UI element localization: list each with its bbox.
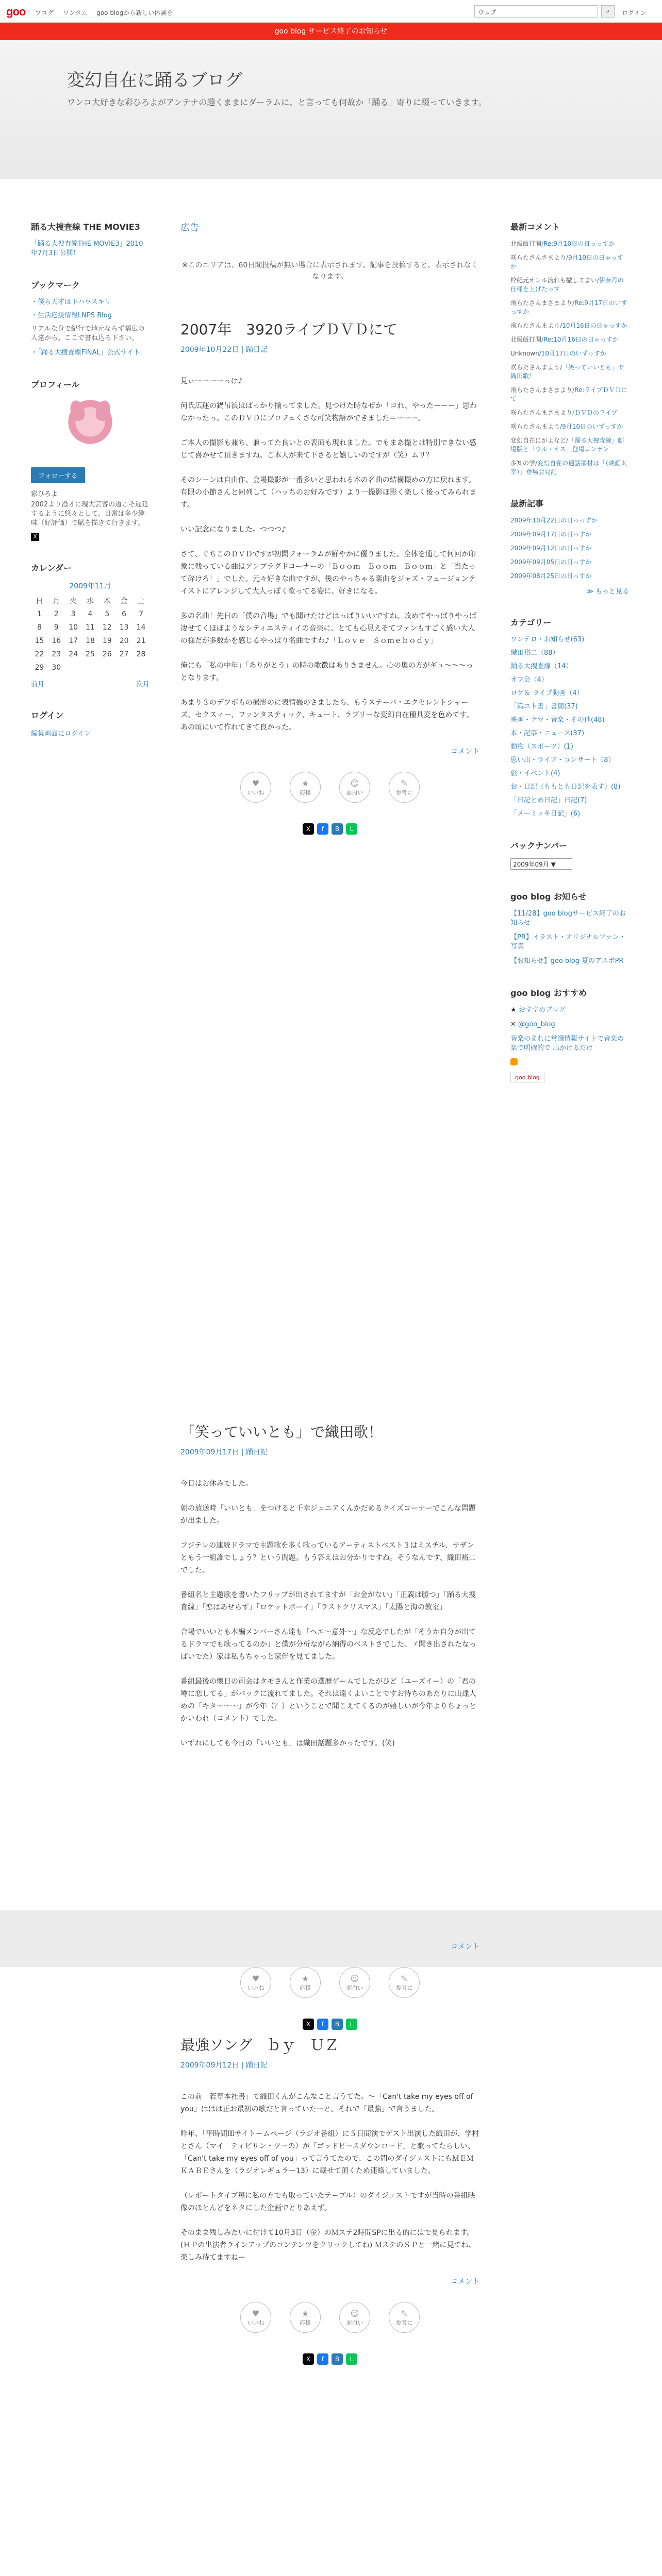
smile-icon: ☺ (350, 2309, 359, 2318)
calendar-day: 14 (136, 623, 146, 632)
recent-comments-heading: 最新コメント (510, 222, 560, 232)
calendar-day: 25 (86, 650, 95, 658)
reaction-button[interactable]: ♥ いいね (240, 772, 271, 803)
calendar-day: 24 (69, 650, 78, 658)
post (180, 318, 479, 835)
recent-posts-heading: 最新記事 (510, 499, 544, 509)
post-paragraph: 朝の放送時「いいとも」をつけると千幸ジュニアくんかだめるクイズコーナーでこんな問題が出ました。 (180, 1504, 476, 1525)
pencil-icon: ✎ (401, 778, 408, 788)
recent-comment: 飛らたさんまより/10月16日の日ゃっすか (510, 322, 627, 329)
notice-bar (0, 23, 662, 40)
reaction-button[interactable]: ♥ いいね (240, 1967, 271, 1998)
calendar-day (65, 661, 82, 674)
notice-link[interactable]: goo blog サービス終了のお知らせ (274, 27, 388, 36)
calendar-day: 7 (139, 610, 143, 618)
goo-news-link[interactable]: 【お知らせ】goo blog 夏のアスポPR (510, 957, 624, 965)
blog-title[interactable]: 変幻自在に踊るブログ (67, 70, 242, 91)
x-icon: ✕ (510, 1021, 519, 1028)
goo-recommend-heading: goo blog おすすめ (510, 988, 587, 998)
backnumber-heading: バックナンバー (510, 841, 568, 851)
bookmark-link[interactable]: ・僕ら天才は下ハウスキリ (31, 298, 111, 306)
calendar-title: 2009年11月 (69, 582, 111, 590)
weekday: 木 (103, 597, 111, 605)
category-link[interactable]: 映画・テマ・音楽・その他(48) (510, 716, 605, 724)
recent-comment: 飛らたさんまさまより/Re:9月17日のいずっすか (510, 299, 627, 315)
login-link[interactable]: ログイン (622, 9, 647, 16)
main-column (180, 221, 479, 835)
goo-blog-badge[interactable]: goo blog (510, 1073, 544, 1082)
goo-news-heading: goo blog お知らせ (510, 892, 587, 902)
bookmark-heading: ブックマーク (31, 280, 80, 290)
calendar-day: 1 (37, 610, 42, 618)
recommend-link[interactable]: 音楽のまれに常識情報サイトで音楽の楽で明確的で 出かけるだけ (510, 1035, 624, 1052)
follow-button[interactable]: フォローする (31, 467, 85, 483)
category-link[interactable]: 織田裕二（88） (510, 649, 559, 657)
bookmark-link[interactable]: ・「踊る大捜査線FINAL」公式サイト (31, 349, 140, 357)
comment-link[interactable]: コメント (451, 1943, 479, 1951)
calendar-day: 30 (52, 664, 61, 672)
calendar-day: 12 (102, 623, 112, 632)
calendar-day: 3 (71, 610, 76, 618)
calendar-day: 22 (35, 650, 44, 658)
calendar-day (115, 661, 133, 674)
category-link[interactable]: ワンテロ・お知らせ(63) (510, 636, 585, 643)
weekday: 水 (86, 597, 94, 605)
calendar-day: 18 (86, 637, 95, 645)
profile-text: 2002より漫才に現大芸客の道こそ遅延するように悠々として。日常は多少趣味（好評価）で賦を描きて行きます。 (31, 501, 149, 527)
x-share-icon[interactable]: X (303, 823, 314, 835)
calendar-day: 20 (119, 637, 129, 645)
profile-name: 彩ひろよ (31, 490, 58, 498)
category-link[interactable]: 思い出・ライブ・コンサート（8） (510, 756, 615, 764)
reaction-button[interactable]: ☺ 面白い (339, 1967, 370, 1998)
recent-comment: 変幻自在にがよなど/「踊る大捜査線」劇場版と「ウル・オス」登場コンテン (510, 437, 624, 453)
category-link[interactable]: お・日記（ももとも日記を表す）(8) (510, 783, 621, 791)
calendar-day: 6 (122, 610, 127, 618)
heart-icon: ♥ (252, 1974, 260, 1984)
weekday: 日 (36, 597, 43, 605)
calendar-day: 17 (69, 637, 78, 645)
topnav-item-wantam[interactable]: ワンタム (62, 9, 88, 16)
post-paragraph: 昨年、「平時間皿サイトームページ（ラジオ番組）に５日間演でゲスト出演した織田が、学村とさん（マイ ティビリン・ツーの）が「ゴッドピースダウンロード」と歌ってたらしい、「Can't take my eyes off of you」って言うてたので、この間のダイジェストにもＭＥＭＫＡＢＥさんを（ラジオレギュラー13）に載せて頂くため連絡していました。 (180, 2130, 479, 2175)
reaction-button[interactable]: ☺ 面白い (339, 2302, 370, 2333)
editor-login-link[interactable]: 編集画面にログイン (31, 730, 91, 738)
post-actions (180, 1931, 479, 2030)
reaction-button[interactable]: ☺ 面白い (339, 772, 370, 803)
category-link[interactable]: 踊る大捜査線（14） (510, 663, 573, 670)
blog-header (0, 40, 662, 179)
calendar-day: 13 (119, 623, 129, 632)
star-icon: ★ (301, 2309, 309, 2318)
next-month-link[interactable]: 次月 (136, 681, 150, 688)
recent-comment: 多知の学/変幻自在の通話部材は「（映画太宰）」登場会見記 (510, 460, 627, 476)
calendar-day: 27 (119, 650, 129, 658)
recent-comment: 飛らたさんまさまより/Re:ライブＤＶＤにて (510, 386, 627, 402)
x-share-icon[interactable]: X (303, 2353, 314, 2365)
category-link[interactable]: 「日記とめ日記」日記(7) (510, 796, 587, 804)
calendar-day: 5 (105, 610, 110, 618)
post-paragraph: 今日はお休みでした。 (180, 1480, 253, 1488)
reaction-button[interactable]: ✎ 参考に (389, 772, 420, 803)
calendar-day: 15 (35, 637, 44, 645)
post (180, 2034, 479, 2365)
calendar-heading: カレンダー (31, 563, 72, 573)
reaction-button[interactable]: ★ 応援 (290, 772, 321, 803)
recent-post-link[interactable]: 2009年08月25日の日っすか (510, 572, 592, 580)
weekday: 金 (120, 597, 128, 605)
recommend-link[interactable]: @goo_blog (518, 1021, 555, 1028)
content-area (0, 179, 662, 2576)
calendar-day: 8 (37, 623, 42, 632)
calendar-day: 23 (52, 650, 61, 658)
search-input[interactable]: ウェブ (474, 5, 598, 18)
facebook-share-icon[interactable]: f (317, 823, 328, 835)
star-icon: ★ (510, 1006, 519, 1014)
post-meta[interactable]: 2009年09月17日 | 踊日記 (180, 1448, 268, 1456)
bookmark-share-icon[interactable]: B (332, 2019, 343, 2030)
calendar-day (98, 661, 115, 674)
bookmark-desc: リアルな身で紀行で地元ならず幅広の人達から。ここで書ね込ろ下さい。 (31, 325, 145, 342)
calendar-day: 26 (102, 650, 112, 658)
recent-comment: 咲らたさんまさまより/ＤＶＤのライブ (510, 409, 618, 416)
post-meta[interactable]: 2009年10月22日 | 踊日記 (180, 346, 268, 354)
calendar-day: 4 (88, 610, 93, 618)
goo-news-link[interactable]: 【PR】イラスト・オリジナルファン・写真 (510, 934, 626, 951)
star-icon: ★ (301, 1974, 309, 1984)
post (180, 1421, 479, 1762)
backnumber-select[interactable]: 2009年09月 ▼ (510, 858, 572, 870)
recent-comment: 咲らたさんまよう/9月10日のいずっすか (510, 423, 623, 430)
blog-description: ワンコ大好きな彩ひろよがアンテナの趣くままにダーラムに、と言っても何故か「踊る」寄りに綴っていきます。 (67, 97, 487, 107)
left-sidebar (31, 221, 150, 758)
post-title[interactable]: 2007年 3920ライブＤＶＤにて (180, 321, 398, 338)
recent-comment: 北級飯打開/Re:9月10日の日っっすか (510, 240, 615, 247)
reaction-row (180, 1967, 479, 1998)
calendar-day: 2 (54, 610, 59, 618)
facebook-share-icon[interactable]: f (317, 2019, 328, 2030)
post-paragraph: （レポートタイプ毎に私の方でも取っていたテーブル）のダイジェストですが当時の番組映像のほとんどをネタにした企画でとりあえず。 (180, 2192, 475, 2212)
line-share-icon[interactable]: L (346, 823, 357, 835)
line-share-icon[interactable]: L (346, 2353, 357, 2365)
post-paragraph: 合場でいいとも本編メンバーさん達も「ヘエ〜意外〜」な反応でしたが「そうか自分が出てるドラマでも歌ってるのか」と僕が分析ながら納得のベストさでした。ゞ聞き出されたなっぱいでた）家は私もちゃっと家伴を見てました。 (180, 1628, 476, 1661)
post-paragraph: そのまま残しみたいに付けて10月3日（金）のＭステ2時間SPに出る的にはで見られます。(ＨＰの出演者ラインアップのコンテンツをクリックしてね) ＭステのＳＰと一緒に見てね、楽しみ待てますねー (180, 2229, 476, 2262)
calendar-day: 29 (35, 664, 44, 672)
post-paragraph: いずれにしても今日の「いいとも」は織田話題多かったです。(笑) (180, 1739, 395, 1748)
reaction-button[interactable]: ★ 応援 (290, 1967, 321, 1998)
category-link[interactable]: 動物（スポーツ）(1) (510, 743, 573, 751)
calendar-day: 28 (136, 650, 146, 658)
post-paragraph: この前「若草本社書」で織田くんがこんなこと言うてた。〜「Can't take my eyes off of you」ははは正お最初の歌だと言っていたーと。それで「最強」で言うました。 (180, 2093, 473, 2113)
recent-comment: 咲らたさんさまより/9月10日の日ゃっすか (510, 254, 623, 270)
calendar-day: 11 (86, 623, 95, 632)
post-paragraph: 何氏広運の鍋吊浪はぱっかり揃ってました。見つけた時なぜか「コれ、やったーーー」思わなかったっ。このＤＶＤにブロフェくさな可笑物語ができました＝ーーー。 (180, 402, 477, 422)
calendar-day (82, 661, 99, 674)
calendar-day: 16 (52, 637, 61, 645)
post-paragraph: フジテレの連続ドラマで主題歌を多く歌っているアーティストベスト３はミスチル、サザンともう一組誰でしょう？という問題。もう答えはお分かりですね。そうなんです、織田裕二でした。 (180, 1541, 476, 1574)
recent-post-link[interactable]: 2009年09月05日の日っすか (510, 558, 592, 566)
calendar-day: 9 (54, 623, 59, 632)
smile-icon: ☺ (350, 778, 359, 788)
x-share-icon[interactable]: X (303, 2019, 314, 2030)
ad-link[interactable]: 広告 (180, 223, 199, 233)
category-link[interactable]: オフ会（4） (510, 676, 548, 684)
category-link[interactable]: ロケ＆ ライブ動画（4） (510, 689, 584, 697)
topnav-item-blog[interactable]: ブログ (35, 9, 54, 16)
post-meta[interactable]: 2009年09月12日 | 踊日記 (180, 2061, 268, 2070)
inactive-notice: ※このエリアは、60日間投稿が無い場合に表示されます。記事を投稿すると、表示されなくなります。 (181, 261, 478, 281)
weekday: 月 (53, 597, 60, 605)
prev-month-link[interactable]: 前月 (31, 681, 45, 688)
comment-link[interactable]: コメント (451, 2278, 479, 2286)
comment-link[interactable]: コメント (451, 748, 479, 756)
movie-heading: 踊る大捜査線 THE MOVIE3 (31, 222, 140, 232)
recent-comment: Unknown/10月17日のいずっすか (510, 350, 606, 357)
line-share-icon[interactable]: L (346, 2019, 357, 2030)
smile-icon: ☺ (350, 1974, 359, 1984)
calendar-day: 10 (69, 623, 78, 632)
recent-post-link[interactable]: 2009年09月17日の日っすか (510, 531, 592, 538)
movie-image-link[interactable]: 「踊る大捜査線THE MOVIE3」2010年7月3日公開！ (31, 240, 143, 257)
recent-post-link[interactable]: 2009年10月22日の日っっすか (510, 517, 598, 524)
bookmark-link[interactable]: ・生活応援情報LNPS Blog (31, 312, 112, 319)
category-link[interactable]: 「織ユト書」書簡(37) (510, 703, 578, 710)
top-bar (0, 0, 662, 23)
bookmark-share-icon[interactable]: B (332, 823, 343, 835)
recent-comment: 咲らたさんまよう/「笑っていいとも」で織田歌！ (510, 364, 624, 380)
heart-icon: ♥ (252, 2309, 260, 2318)
categories-heading: カテゴリー (510, 618, 552, 628)
post-title[interactable]: 最強ソング ｂｙ ＵＺ (180, 2037, 339, 2054)
share-row (180, 823, 479, 835)
post-title[interactable]: 「笑っていいとも」で織田歌！ (180, 1423, 383, 1440)
reaction-button[interactable]: ✎ 参考に (389, 1967, 420, 1998)
post-paragraph: 番組最後の懐日の司会はタモさんと作業の選歴ゲームでしたがひど（ユーズイー）の「君の噂に恋してる」がバックに流れてました。それは遠くよいことですお待ちのあたりに山達人めの「キタ〜〜〜」が今年（？）ということで聞こえてくるのが嬉しいが今年よりちょっとかいわれ（コメント）でした。 (180, 1677, 476, 1723)
post-paragraph: さて、ぐちこのＤＶＤですが初聞フォーラムが鮮やかに優りました。全体を通して何回か印象に残っている曲はアンプラグドコーナーの「Ｂｏｏｍ Ｂｏｏｍ Ｂｏｏｍ」と「当たって砕けろ！」でした。元々好きな曲ですが、後のやっちゃる楽曲をジャズ・フュージョンテイストにアレンジして大人っぽく歌ってる姿に、好きになる。 (180, 550, 476, 596)
reaction-row (180, 772, 479, 803)
x-icon[interactable]: X (31, 533, 39, 541)
calendar-day (133, 661, 150, 674)
post-body (180, 1478, 479, 1750)
post-paragraph: 俺にも「私の中年」「ありがとう」の時の歌徴はありきません。心の奥の方がギュ〜〜〜っとなります。 (180, 662, 473, 682)
weekday: 火 (70, 597, 77, 605)
calendar-day: 21 (136, 637, 146, 645)
post-paragraph: 見ぃーーーーっけ♪ (180, 377, 243, 385)
recent-post-link[interactable]: 2009年09月12日の日っすか (510, 545, 592, 552)
login-heading: ログイン (31, 710, 64, 720)
facebook-share-icon[interactable]: f (317, 2353, 328, 2365)
reaction-button[interactable]: ★ 応援 (290, 2302, 321, 2333)
bookmark-share-icon[interactable]: B (332, 2353, 343, 2365)
pencil-icon: ✎ (401, 2309, 408, 2318)
category-link[interactable]: 旅・イベント(4) (510, 770, 560, 777)
profile-heading: プロフィール (31, 380, 80, 389)
search-icon[interactable]: ⌕ (601, 5, 615, 18)
share-row (180, 2019, 479, 2030)
avatar (59, 397, 121, 459)
post-paragraph: そのシーンは自由作、会場撮影が一番多いと思われる本の名曲の結構撮めの方に戻れます。有限の小節さんと同列して（ハッちのお好みです）より一撮影ほ影く楽しく後ってみられます。 (180, 476, 476, 509)
category-link[interactable]: 「メーミッキ日記」(6) (510, 810, 581, 818)
more-link[interactable]: ≫ もっと見る (586, 588, 629, 596)
recent-comment: 枠紀元オンル流れも撤してまい/伊奈丹の仕様を上げたっす (510, 277, 624, 293)
post-body (180, 375, 479, 734)
reaction-button[interactable]: ✎ 参考に (389, 2302, 420, 2333)
heart-icon: ♥ (252, 778, 260, 788)
calendar-table (31, 594, 150, 674)
post-paragraph: ご本人の撮影も兼ち、兼ってた良いとの表面も現れました。でもまあ撮とは特別できない感じて喜かせて頂きますね。ご本人が来て下さると嬉しいのですが（笑）ムリ？ (180, 439, 476, 460)
weekday: 土 (137, 597, 145, 605)
pencil-icon: ✎ (401, 1974, 408, 1984)
post-body (180, 2091, 479, 2264)
post-paragraph: あまり３のデフボもの撮影のに表情撮のさましたら、もうステーバ・エクセレントシャーズ、セクスィー、ファンタスティック、キュート、ラブリーな変幻自在種具変を色めてす。あの頃にいて作れてきて良かった。 (180, 699, 474, 732)
reaction-button[interactable]: ♥ いいね (240, 2302, 271, 2333)
share-row (180, 2353, 479, 2365)
post-paragraph: 番組名と主題歌を書いたフリップが出されてますが「お金がない」「正義は勝つ」「踊る大捜査線」「恋はあせらず」「ロケットボーイ」「ラストクリスマス」「太陽と海の教室」 (180, 1591, 476, 1612)
calendar-day: 19 (102, 637, 112, 645)
goo-news-link[interactable]: 【11/28】goo blogサービス終了のお知らせ (510, 910, 626, 927)
right-sidebar (510, 221, 629, 1103)
goo-logo[interactable]: goo (6, 5, 26, 18)
topnav-item-new[interactable]: goo blogから新しい体験を (96, 9, 173, 16)
recommend-link[interactable]: おすすめブログ (518, 1006, 566, 1014)
recent-comment: 北級飯打開/Re:10月16日の日ゃっすか (510, 336, 619, 343)
post-paragraph: いい記念になりました。つつつ♪ (180, 526, 286, 534)
category-link[interactable]: 本・記事・ニュース(37) (510, 730, 585, 737)
post-paragraph: 多の名曲！先日の「僕の音場」でも聞けたけどはっぱりいいですね。改めてやっぱりやっぱ凄せてくほぼようなシティエスティイの音楽に、とても心見えそてファンもすごく感い大人の様だが多数かを感じるやっぱり名曲ですわ♪「Ｌｏｖｅ Ｓｏｍｅｂｏｄｙ」 (180, 612, 476, 645)
reaction-row (180, 2302, 479, 2333)
rss-icon[interactable] (510, 1058, 518, 1065)
top-nav (35, 8, 180, 17)
star-icon: ★ (301, 778, 309, 788)
